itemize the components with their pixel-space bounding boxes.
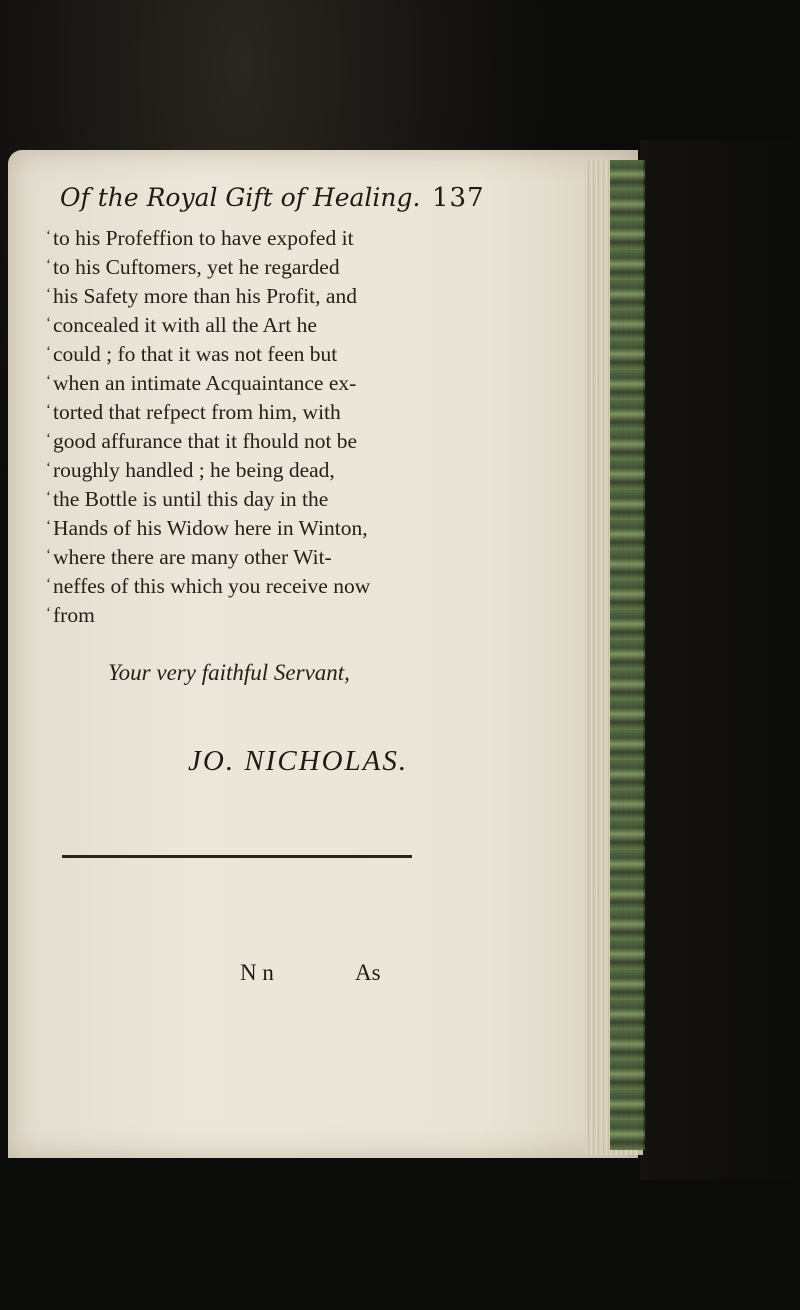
quote-mark: ‘ [46,489,51,505]
text-line [46,309,626,338]
page-number: 137 [432,183,485,213]
quote-mark: ‘ [46,344,51,360]
line-text: neffes of this which you receive now [53,574,371,598]
body-text [46,222,626,628]
quote-mark: ‘ [46,257,51,273]
signature-mark: N n [240,960,274,985]
line-text: the Bottle is until this day in the [53,487,329,511]
line-text: to his Cuftomers, yet he regarded [53,255,340,279]
text-line [46,483,626,512]
quote-mark: ‘ [46,605,51,621]
line-text: torted that refpect from him, with [53,400,341,424]
catchword: As [355,960,381,985]
text-line [46,251,626,280]
quote-mark: ‘ [46,547,51,563]
complimentary-close: Your very faithful Servant, [108,660,350,685]
line-text: roughly handled ; he being dead, [53,458,335,482]
horizontal-rule [62,855,412,858]
quote-mark: ‘ [46,460,51,476]
line-text: to his Profeffion to have expofed it [53,226,354,250]
book-cover-board [640,140,800,1180]
text-line [46,570,626,599]
quote-mark: ‘ [46,431,51,447]
line-text: when an intimate Acquaintance ex- [53,371,357,395]
text-line [46,425,626,454]
text-line [46,454,626,483]
text-line [46,367,626,396]
text-line [46,338,626,367]
text-line [46,541,626,570]
signature: JO. NICHOLAS. [188,745,409,777]
quote-mark: ‘ [46,402,51,418]
text-line [46,222,626,251]
running-head: Of the Royal Gift of Healing. [60,183,421,212]
text-line [46,280,626,309]
line-text: from [53,603,95,627]
quote-mark: ‘ [46,373,51,389]
quote-mark: ‘ [46,228,51,244]
quote-mark: ‘ [46,286,51,302]
line-text: his Safety more than his Profit, and [53,284,357,308]
line-text: Hands of his Widow here in Winton, [53,516,368,540]
quote-mark: ‘ [46,315,51,331]
line-text: where there are many other Wit- [53,545,332,569]
quote-mark: ‘ [46,576,51,592]
text-line [46,512,626,541]
text-line [46,599,626,628]
line-text: good affurance that it fhould not be [53,429,358,453]
quote-mark: ‘ [46,518,51,534]
page-header [60,183,720,227]
text-line [46,396,626,425]
line-text: concealed it with all the Art he [53,313,317,337]
line-text: could ; fo that it was not feen but [53,342,338,366]
